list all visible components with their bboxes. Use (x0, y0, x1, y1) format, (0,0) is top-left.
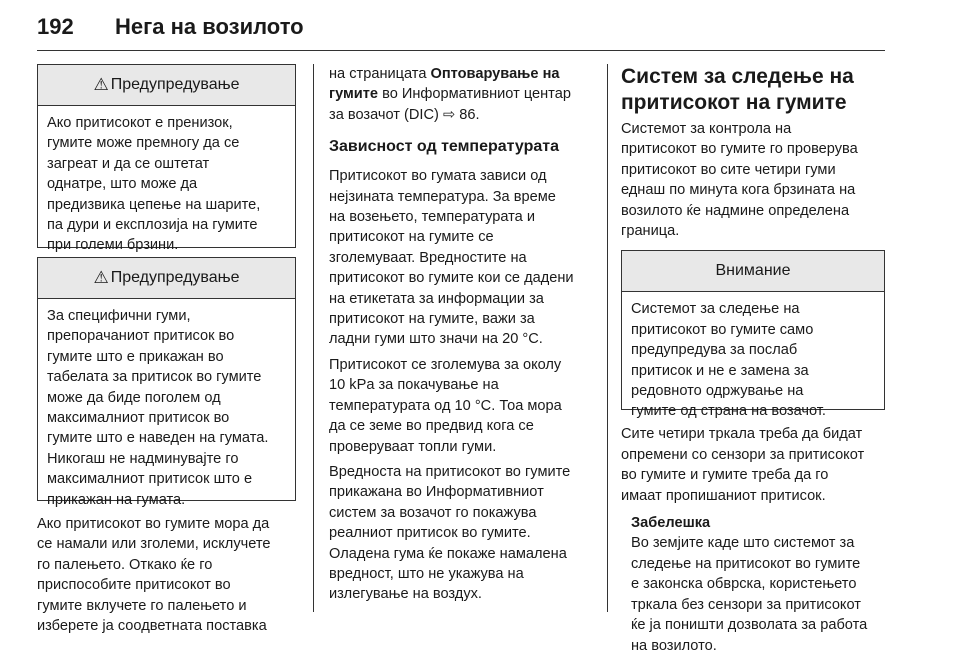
warning-box (37, 64, 296, 254)
header-divider (37, 50, 885, 51)
body-paragraph (329, 166, 596, 350)
text-line: Ако притисокот во гумите мора да (37, 516, 270, 532)
text-line: Притисокот во гумата зависи од (329, 168, 547, 185)
text-line: максималниот притисок во (47, 410, 230, 427)
text-line: нејзината температура. За време (329, 188, 556, 205)
warning-box-body (38, 106, 295, 264)
text-line: во гумите и гумите треба да го (621, 467, 829, 484)
warning-box-body (38, 299, 295, 518)
text-line: Во земјите каде што системот за (631, 535, 855, 552)
text-line: притисокот на гумите (621, 91, 847, 114)
caution-box (621, 250, 885, 420)
text-line: табелата за притисок во гумите (47, 369, 262, 386)
text-line: прикажан на гумата. (47, 491, 186, 508)
text-line: еднаш по минута кога брзината на (621, 182, 856, 199)
text-line: изберете ја соодветната поставка (37, 618, 267, 635)
text-line: тркала без сензори за притисокот (631, 596, 861, 613)
text-line: е законска обврска, користењето (631, 576, 857, 593)
note-text (631, 533, 885, 655)
dic-menu-reference: гумите (329, 86, 379, 103)
caution-box-body (622, 292, 884, 429)
text-line: проверуваат топли гуми. (329, 438, 497, 455)
text-line: притисокот во гумите кои се дадени (329, 270, 574, 287)
page-ref-arrow-icon: ⇨ (442, 106, 456, 123)
text-line: зголемуваат. Вредностите на (329, 249, 527, 266)
text-line: на возилото. (631, 637, 717, 654)
text-line: може да биде поголем од (47, 389, 221, 406)
text-line: притисокот во гумите го проверува (621, 141, 858, 158)
text-line: на етикетата за информации за (329, 290, 544, 307)
text-line: притисокот во сите четири гуми (621, 161, 836, 178)
column-right (621, 64, 885, 656)
text-line: на возењето, температурата и (329, 209, 535, 226)
text-line: прикажана во Информативниот (329, 484, 544, 501)
body-paragraph (621, 424, 885, 506)
column-left (37, 64, 296, 636)
text-line: однатре, што може да (47, 176, 198, 193)
body-paragraph (37, 514, 296, 636)
text-line: возилото ќе надмине определена (621, 202, 850, 219)
section-heading (621, 64, 885, 116)
text-line: вредност, што не укажува на (329, 565, 524, 582)
text-line: Системот за контрола на (621, 121, 792, 137)
text-line: препорачаниот притисок во (47, 328, 235, 345)
text-line: притисокот на гумите, важи за (329, 311, 535, 328)
text-line: За специфични гуми, (47, 308, 191, 324)
warning-box-title: ⚠ Предупредување (38, 65, 295, 106)
text-line: температурата од 10 °C. Тоа мора (329, 397, 562, 414)
text-line: притисок и не е замена за (631, 362, 809, 379)
text-line: 10 kPa за покачување на (329, 377, 499, 394)
column-middle (329, 64, 596, 605)
text-line: притисокот во гумите само (631, 321, 814, 338)
column-divider (607, 64, 608, 612)
text-line: излегување на воздух. (329, 586, 482, 603)
text-line: Ако притисокот е пренизок, (47, 115, 233, 131)
continued-text: на страницата Оптоварување на гумите во Информативниот центар за возачот (DIC) ⇨ 86. (329, 66, 571, 123)
dic-menu-reference: Оптоварување на (430, 66, 560, 82)
text-line: граница. (621, 223, 680, 240)
text-line: гумите вклучете го палењето и (37, 597, 247, 614)
text-line: Системот за следење на (631, 301, 800, 318)
text-line: опремени со сензори за притисокот (621, 446, 865, 463)
text-line: загреат и да се оштетат (47, 155, 210, 172)
text-line: се намали или зголеми, исклучете (37, 536, 271, 553)
text-line: гумите од страна на возачот. (631, 403, 826, 420)
text-line: Систем за следење на (621, 65, 854, 88)
text-line: притисокот на гумите се (329, 229, 494, 246)
text-line: следење на притисокот во гумите (631, 555, 861, 572)
body-paragraph (329, 462, 596, 605)
column-divider (313, 64, 314, 612)
body-paragraph (621, 119, 885, 241)
text-line: предупредува за послаб (631, 342, 798, 359)
warning-triangle-icon: ⚠ (93, 75, 109, 94)
warning-box (37, 257, 296, 508)
page-header (37, 14, 885, 48)
text-line: систем за возачот го покажува (329, 504, 537, 521)
text-line: па дури и експлозија на гумите (47, 217, 258, 234)
text-line: ќе ја поништи дозволата за работа (631, 617, 868, 634)
text-line: приспособите притисокот во (37, 577, 231, 594)
text-line: редовното одржување на (631, 383, 804, 400)
text-line: ладни гуми што значи на 20 °C. (329, 331, 543, 348)
page-number: 192 (37, 14, 74, 39)
text-line: Притисокот се зголемува за околу (329, 356, 562, 373)
warning-triangle-icon: ⚠ (93, 268, 109, 287)
warning-box-title: ⚠ Предупредување (38, 258, 295, 299)
text-line: гумите што е прикажан во (47, 348, 224, 365)
body-paragraph (329, 355, 596, 457)
note-block (621, 513, 885, 656)
section-heading: Зависност од температурата (329, 138, 559, 156)
text-line: Сите четири тркала треба да бидат (621, 426, 863, 443)
text-line: предизвика цепење на шарите, (47, 196, 261, 213)
text-line: да се земе во предвид кога се (329, 418, 534, 435)
text-line: го палењето. Откако ќе го (37, 556, 213, 573)
page-reference: 86. (459, 106, 480, 123)
text-line: при големи брзини. (47, 237, 179, 254)
caution-box-title: Внимание (622, 251, 884, 292)
note-label: Забелешка (631, 515, 711, 532)
text-line: гумите што е наведен на гумата. (47, 430, 269, 447)
text-line: максималниот притисок што е (47, 471, 253, 488)
text-line: Вредноста на притисокот во гумите (329, 463, 571, 480)
text-line: реалниот притисок во гумите. (329, 525, 531, 542)
chapter-title: Нега на возилото (115, 14, 304, 39)
text-line: Никогаш не надминувајте го (47, 450, 239, 467)
text-line: имаат пропишаниот притисок. (621, 487, 826, 504)
text-line: Оладена гума ќе покаже намалена (329, 545, 567, 562)
text-line: гумите може премногу да се (47, 135, 240, 152)
